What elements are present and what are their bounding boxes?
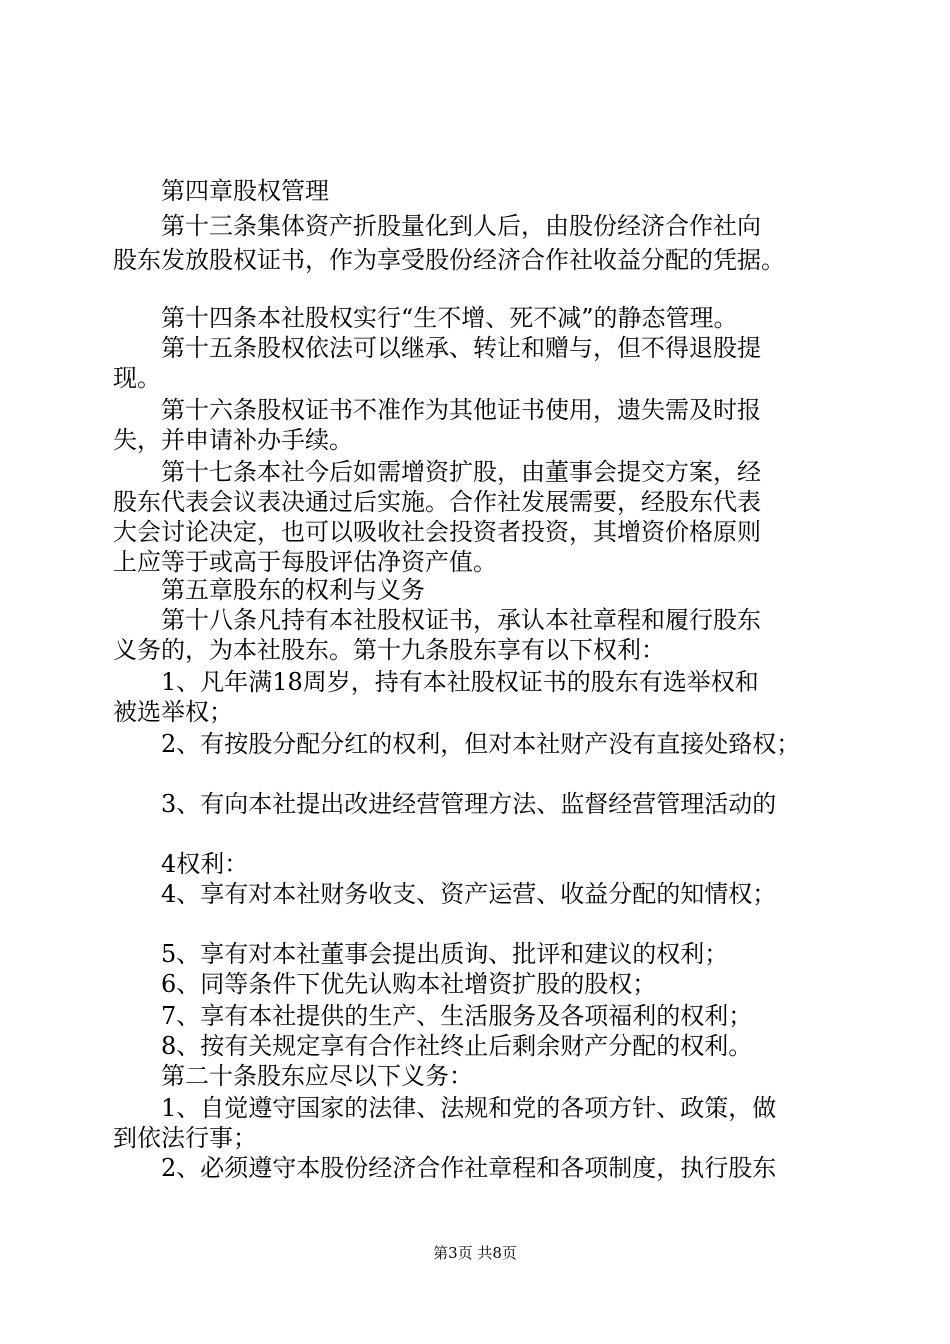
paragraph-line: 第十七条本社今后如需增资扩股，由董事会提交方案，经	[113, 458, 761, 486]
paragraph-line: 7、享有本社提供的生产、生活服务及各项福利的权利；	[113, 1002, 753, 1030]
paragraph-line: 8、按有关规定享有合作社终止后剩余财产分配的权利。	[113, 1032, 753, 1060]
paragraph-line: 被选举权；	[113, 698, 233, 726]
paragraph-line: 6、同等条件下优先认购本社增资扩股的股权；	[113, 970, 657, 998]
paragraph-line: 股东代表会议表决通过后实施。合作社发展需要，经股东代表	[113, 488, 761, 516]
paragraph-line: 大会讨论决定，也可以吸收社会投资者投资，其增资价格原则	[113, 518, 761, 546]
paragraph-line: 4权利：	[113, 850, 249, 878]
paragraph-line: 1、凡年满18周岁，持有本社股权证书的股东有选举权和	[113, 668, 759, 696]
chapter-heading: 第五章股东的权利与义务	[113, 576, 425, 604]
paragraph-line: 义务的，为本社股东。第十九条股东享有以下权利：	[113, 636, 665, 664]
paragraph-line: 上应等于或高于每股评估净资产值。	[113, 548, 497, 576]
paragraph-line: 现。	[113, 364, 161, 392]
paragraph-line: 第十六条股权证书不准作为其他证书使用，遗失需及时报	[113, 396, 761, 424]
paragraph-line: 失，并申请补办手续。	[113, 426, 353, 454]
paragraph-line: 5、享有对本社董事会提出质询、批评和建议的权利；	[113, 940, 729, 968]
chapter-heading: 第四章股权管理	[113, 177, 329, 205]
paragraph-line: 第十四条本社股权实行“生不增、死不减”的静态管理。	[113, 304, 738, 332]
page-footer: 第3页 共8页	[433, 1244, 517, 1262]
paragraph-line: 4、享有对本社财务收支、资产运营、收益分配的知情权；	[113, 880, 777, 908]
paragraph-line: 到依法行事；	[113, 1124, 257, 1152]
paragraph-line: 2、必须遵守本股份经济合作社章程和各项制度，执行股东	[113, 1154, 777, 1182]
paragraph-line: 第二十条股东应尽以下义务：	[113, 1062, 473, 1090]
paragraph-line: 第十八条凡持有本社股权证书，承认本社章程和履行股东	[113, 606, 761, 634]
paragraph-line: 第十五条股权依法可以继承、转让和赠与，但不得退股提	[113, 334, 761, 362]
paragraph-line: 2、有按股分配分红的权利，但对本社财产没有直接处臵权；	[113, 730, 801, 758]
paragraph-line: 3、有向本社提出改进经营管理方法、监督经营管理活动的	[113, 790, 777, 818]
paragraph-line: 1、自觉遵守国家的法律、法规和党的各项方针、政策，做	[113, 1094, 777, 1122]
paragraph-line: 股东发放股权证书，作为享受股份经济合作社收益分配的凭据。	[113, 246, 785, 274]
paragraph-line: 第十三条集体资产折股量化到人后，由股份经济合作社向	[113, 212, 761, 240]
